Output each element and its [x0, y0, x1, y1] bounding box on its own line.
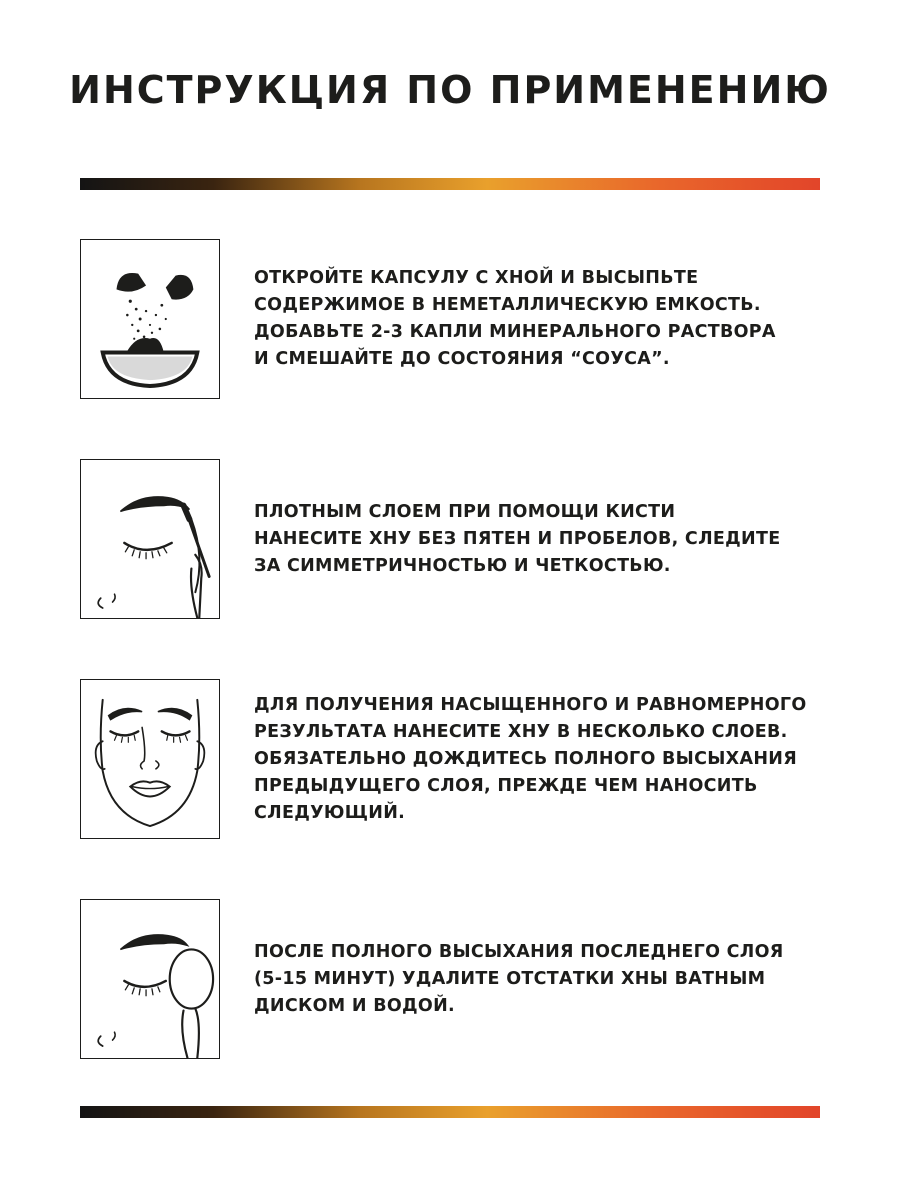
gradient-divider-bottom [80, 1106, 820, 1118]
page-title: ИНСТРУКЦИЯ ПО ПРИМЕНЕНИЮ [69, 68, 831, 112]
step-1-text: ОТКРОЙТЕ КАПСУЛУ С ХНОЙ И ВЫСЫПЬТЕ СОДЕРЖИМОЕ В НЕМЕТАЛЛИЧЕСКУЮ ЕМКОСТЬ. ДОБАВЬТЕ 2-3 КАПЛИ МИНЕРАЛЬНОГО РАСТВОРА И СМЕШАЙТЕ ДО СОСТОЯНИЯ “СОУСА”. [254, 268, 776, 369]
step-3 [80, 679, 825, 841]
step-4 [80, 899, 825, 1061]
cotton-pad-icon [80, 899, 220, 1059]
step-1 [80, 239, 825, 401]
step-3-text: ДЛЯ ПОЛУЧЕНИЯ НАСЫЩЕННОГО И РАВНОМЕРНОГО РЕЗУЛЬТАТА НАНЕСИТЕ ХНУ В НЕСКОЛЬКО СЛОЕВ. ОБЯЗАТЕЛЬНО ДОЖДИТЕСЬ ПОЛНОГО ВЫСЫХАНИЯ ПРЕДЫДУЩЕГО СЛОЯ, ПРЕЖДЕ ЧЕМ НАНОСИТЬ СЛЕДУЮЩИЙ. [254, 694, 807, 823]
step-2-text: ПЛОТНЫМ СЛОЕМ ПРИ ПОМОЩИ КИСТИ НАНЕСИТЕ ХНУ БЕЗ ПЯТЕН И ПРОБЕЛОВ, СЛЕДИТЕ ЗА СИММЕТРИЧНОСТЬЮ И ЧЕТКОСТЬЮ. [254, 501, 781, 576]
face-eyebrows-icon [80, 679, 220, 839]
capsule-bowl-icon [80, 239, 220, 399]
brush-eyebrow-icon [80, 459, 220, 619]
step-4-text: ПОСЛЕ ПОЛНОГО ВЫСЫХАНИЯ ПОСЛЕДНЕГО СЛОЯ (5-15 МИНУТ) УДАЛИТЕ ОТСТАТКИ ХНЫ ВАТНЫМ ДИСКОМ И ВОДОЙ. [254, 941, 784, 1016]
step-2 [80, 459, 825, 621]
gradient-divider-top [80, 178, 820, 190]
